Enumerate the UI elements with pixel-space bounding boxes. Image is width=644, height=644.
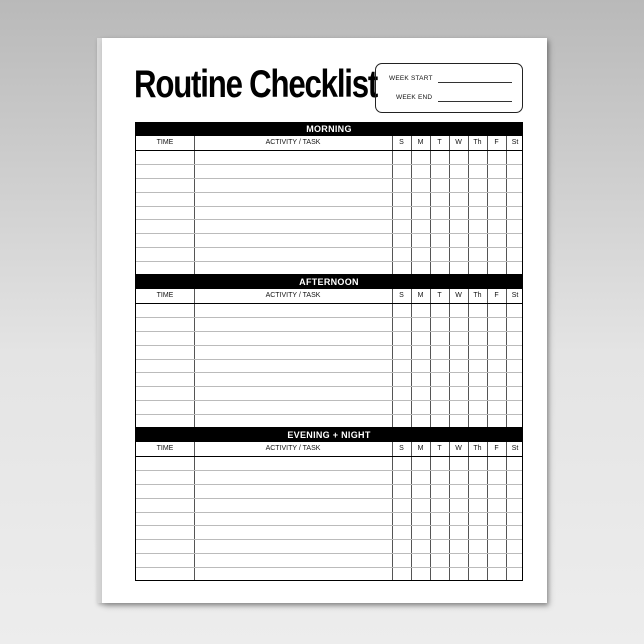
column-header-day: T xyxy=(437,139,442,146)
task-cell[interactable] xyxy=(194,512,392,526)
day-checkbox-cell[interactable] xyxy=(449,525,468,539)
time-cell[interactable] xyxy=(136,331,194,345)
day-checkbox-cell[interactable] xyxy=(411,233,430,247)
day-checkbox-cell[interactable] xyxy=(449,470,468,484)
day-checkbox-cell[interactable] xyxy=(392,331,411,345)
time-cell[interactable] xyxy=(136,345,194,359)
day-checkbox-cell[interactable] xyxy=(449,345,468,359)
task-cell[interactable] xyxy=(194,484,392,498)
week-end-row xyxy=(376,93,524,105)
day-checkbox-cell[interactable] xyxy=(392,345,411,359)
day-checkbox-cell[interactable] xyxy=(411,261,430,275)
column-header-day: F xyxy=(494,139,499,146)
week-start-label: WEEK START xyxy=(389,75,433,82)
day-checkbox-cell[interactable] xyxy=(411,247,430,261)
day-checkbox-cell[interactable] xyxy=(468,470,487,484)
day-checkbox-cell[interactable] xyxy=(449,567,468,581)
time-cell[interactable] xyxy=(136,164,194,178)
day-checkbox-cell[interactable] xyxy=(468,331,487,345)
day-checkbox-cell[interactable] xyxy=(449,206,468,220)
time-cell[interactable] xyxy=(136,553,194,567)
day-checkbox-cell[interactable] xyxy=(392,219,411,233)
day-checkbox-cell[interactable] xyxy=(487,233,506,247)
section-header: EVENING + NIGHT xyxy=(135,428,523,442)
column-header-day: F xyxy=(494,445,499,452)
day-checkbox-cell[interactable] xyxy=(392,386,411,400)
checklist-grid xyxy=(135,289,523,428)
day-checkbox-cell[interactable] xyxy=(392,567,411,581)
column-header-day: Th xyxy=(473,445,482,452)
day-checkbox-cell[interactable] xyxy=(411,498,430,512)
day-checkbox-cell[interactable] xyxy=(430,470,449,484)
day-checkbox-cell[interactable] xyxy=(506,164,524,178)
day-checkbox-cell[interactable] xyxy=(506,470,524,484)
day-checkbox-cell[interactable] xyxy=(430,164,449,178)
day-checkbox-cell[interactable] xyxy=(392,317,411,331)
day-checkbox-cell[interactable] xyxy=(392,303,411,317)
day-checkbox-cell[interactable] xyxy=(506,400,524,414)
day-checkbox-cell[interactable] xyxy=(392,414,411,428)
column-header-day: W xyxy=(455,139,462,146)
day-checkbox-cell[interactable] xyxy=(411,456,430,470)
day-checkbox-cell[interactable] xyxy=(430,484,449,498)
time-cell[interactable] xyxy=(136,400,194,414)
day-checkbox-cell[interactable] xyxy=(430,261,449,275)
task-cell[interactable] xyxy=(194,331,392,345)
day-checkbox-cell[interactable] xyxy=(411,539,430,553)
day-checkbox-cell[interactable] xyxy=(430,567,449,581)
day-checkbox-cell[interactable] xyxy=(449,219,468,233)
day-checkbox-cell[interactable] xyxy=(468,233,487,247)
day-checkbox-cell[interactable] xyxy=(506,178,524,192)
day-checkbox-cell[interactable] xyxy=(468,414,487,428)
day-checkbox-cell[interactable] xyxy=(392,206,411,220)
day-checkbox-cell[interactable] xyxy=(468,498,487,512)
day-checkbox-cell[interactable] xyxy=(468,219,487,233)
day-checkbox-cell[interactable] xyxy=(430,456,449,470)
day-checkbox-cell[interactable] xyxy=(449,317,468,331)
day-checkbox-cell[interactable] xyxy=(392,484,411,498)
day-checkbox-cell[interactable] xyxy=(506,206,524,220)
column-header-day: S xyxy=(399,292,404,299)
day-checkbox-cell[interactable] xyxy=(449,164,468,178)
day-checkbox-cell[interactable] xyxy=(392,233,411,247)
day-checkbox-cell[interactable] xyxy=(392,525,411,539)
column-header-day: Th xyxy=(473,139,482,146)
day-checkbox-cell[interactable] xyxy=(506,192,524,206)
day-checkbox-cell[interactable] xyxy=(430,372,449,386)
day-checkbox-cell[interactable] xyxy=(449,261,468,275)
day-checkbox-cell[interactable] xyxy=(411,219,430,233)
day-checkbox-cell[interactable] xyxy=(411,484,430,498)
day-checkbox-cell[interactable] xyxy=(506,345,524,359)
checklist-grid xyxy=(135,442,523,581)
time-cell[interactable] xyxy=(136,359,194,373)
column-header-day: S xyxy=(399,139,404,146)
time-cell[interactable] xyxy=(136,317,194,331)
day-checkbox-cell[interactable] xyxy=(468,553,487,567)
day-checkbox-cell[interactable] xyxy=(487,553,506,567)
day-checkbox-cell[interactable] xyxy=(411,414,430,428)
page-title: Routine Checklist xyxy=(134,63,378,106)
day-checkbox-cell[interactable] xyxy=(506,359,524,373)
day-checkbox-cell[interactable] xyxy=(449,178,468,192)
day-checkbox-cell[interactable] xyxy=(449,192,468,206)
checklist-page xyxy=(102,38,547,603)
day-checkbox-cell[interactable] xyxy=(487,359,506,373)
week-start-field[interactable] xyxy=(438,82,512,83)
day-checkbox-cell[interactable] xyxy=(468,192,487,206)
day-checkbox-cell[interactable] xyxy=(468,303,487,317)
column-header-day: F xyxy=(494,292,499,299)
task-cell[interactable] xyxy=(194,261,392,275)
day-checkbox-cell[interactable] xyxy=(449,386,468,400)
day-checkbox-cell[interactable] xyxy=(411,359,430,373)
day-checkbox-cell[interactable] xyxy=(449,359,468,373)
day-checkbox-cell[interactable] xyxy=(487,247,506,261)
day-checkbox-cell[interactable] xyxy=(487,261,506,275)
column-header-day: St xyxy=(511,139,519,146)
task-cell[interactable] xyxy=(194,219,392,233)
checklist-grid xyxy=(135,136,523,275)
time-cell[interactable] xyxy=(136,525,194,539)
day-checkbox-cell[interactable] xyxy=(468,247,487,261)
day-checkbox-cell[interactable] xyxy=(487,164,506,178)
task-cell[interactable] xyxy=(194,178,392,192)
day-checkbox-cell[interactable] xyxy=(468,261,487,275)
day-checkbox-cell[interactable] xyxy=(430,525,449,539)
day-checkbox-cell[interactable] xyxy=(487,206,506,220)
day-checkbox-cell[interactable] xyxy=(411,525,430,539)
day-checkbox-cell[interactable] xyxy=(487,345,506,359)
time-cell[interactable] xyxy=(136,247,194,261)
task-cell[interactable] xyxy=(194,345,392,359)
day-checkbox-cell[interactable] xyxy=(487,331,506,345)
time-cell[interactable] xyxy=(136,484,194,498)
day-checkbox-cell[interactable] xyxy=(430,331,449,345)
day-checkbox-cell[interactable] xyxy=(411,470,430,484)
day-checkbox-cell[interactable] xyxy=(430,359,449,373)
day-checkbox-cell[interactable] xyxy=(506,414,524,428)
day-checkbox-cell[interactable] xyxy=(449,400,468,414)
week-end-field[interactable] xyxy=(438,101,512,102)
day-checkbox-cell[interactable] xyxy=(487,470,506,484)
day-checkbox-cell[interactable] xyxy=(411,150,430,164)
day-checkbox-cell[interactable] xyxy=(468,150,487,164)
day-checkbox-cell[interactable] xyxy=(487,219,506,233)
day-checkbox-cell[interactable] xyxy=(468,359,487,373)
time-cell[interactable] xyxy=(136,303,194,317)
day-checkbox-cell[interactable] xyxy=(449,456,468,470)
day-checkbox-cell[interactable] xyxy=(411,192,430,206)
day-checkbox-cell[interactable] xyxy=(487,567,506,581)
day-checkbox-cell[interactable] xyxy=(411,512,430,526)
day-checkbox-cell[interactable] xyxy=(430,303,449,317)
section-evening-night xyxy=(135,428,523,581)
day-checkbox-cell[interactable] xyxy=(392,359,411,373)
day-checkbox-cell[interactable] xyxy=(411,372,430,386)
day-checkbox-cell[interactable] xyxy=(392,150,411,164)
task-cell[interactable] xyxy=(194,386,392,400)
day-checkbox-cell[interactable] xyxy=(411,331,430,345)
day-checkbox-cell[interactable] xyxy=(506,261,524,275)
day-checkbox-cell[interactable] xyxy=(487,525,506,539)
day-checkbox-cell[interactable] xyxy=(468,567,487,581)
day-checkbox-cell[interactable] xyxy=(392,498,411,512)
time-cell[interactable] xyxy=(136,498,194,512)
task-cell[interactable] xyxy=(194,233,392,247)
column-header-day: St xyxy=(511,292,519,299)
day-checkbox-cell[interactable] xyxy=(506,553,524,567)
day-checkbox-cell[interactable] xyxy=(430,386,449,400)
day-checkbox-cell[interactable] xyxy=(449,331,468,345)
column-header-day: T xyxy=(437,292,442,299)
day-checkbox-cell[interactable] xyxy=(487,192,506,206)
task-cell[interactable] xyxy=(194,150,392,164)
column-header-day: W xyxy=(455,445,462,452)
day-checkbox-cell[interactable] xyxy=(430,345,449,359)
column-header-task: ACTIVITY / TASK xyxy=(265,445,321,452)
section-header: AFTERNOON xyxy=(135,275,523,289)
day-checkbox-cell[interactable] xyxy=(411,303,430,317)
time-cell[interactable] xyxy=(136,470,194,484)
task-cell[interactable] xyxy=(194,192,392,206)
day-checkbox-cell[interactable] xyxy=(411,164,430,178)
day-checkbox-cell[interactable] xyxy=(487,400,506,414)
day-checkbox-cell[interactable] xyxy=(411,386,430,400)
day-checkbox-cell[interactable] xyxy=(449,512,468,526)
column-header-time: TIME xyxy=(156,445,174,452)
day-checkbox-cell[interactable] xyxy=(392,372,411,386)
day-checkbox-cell[interactable] xyxy=(468,178,487,192)
section-afternoon xyxy=(135,275,523,428)
day-checkbox-cell[interactable] xyxy=(506,317,524,331)
week-end-label: WEEK END xyxy=(396,94,433,101)
day-checkbox-cell[interactable] xyxy=(430,512,449,526)
day-checkbox-cell[interactable] xyxy=(468,539,487,553)
day-checkbox-cell[interactable] xyxy=(506,233,524,247)
day-checkbox-cell[interactable] xyxy=(392,512,411,526)
column-header-day: T xyxy=(437,445,442,452)
day-checkbox-cell[interactable] xyxy=(411,317,430,331)
column-header-task: ACTIVITY / TASK xyxy=(265,139,321,146)
day-checkbox-cell[interactable] xyxy=(487,456,506,470)
day-checkbox-cell[interactable] xyxy=(487,386,506,400)
time-cell[interactable] xyxy=(136,372,194,386)
day-checkbox-cell[interactable] xyxy=(430,150,449,164)
time-cell[interactable] xyxy=(136,206,194,220)
task-cell[interactable] xyxy=(194,317,392,331)
day-checkbox-cell[interactable] xyxy=(449,539,468,553)
day-checkbox-cell[interactable] xyxy=(487,178,506,192)
day-checkbox-cell[interactable] xyxy=(468,484,487,498)
day-checkbox-cell[interactable] xyxy=(506,219,524,233)
day-checkbox-cell[interactable] xyxy=(468,206,487,220)
day-checkbox-cell[interactable] xyxy=(506,150,524,164)
day-checkbox-cell[interactable] xyxy=(411,178,430,192)
day-checkbox-cell[interactable] xyxy=(392,164,411,178)
task-cell[interactable] xyxy=(194,567,392,581)
day-checkbox-cell[interactable] xyxy=(487,484,506,498)
column-header-day: M xyxy=(417,292,424,299)
day-checkbox-cell[interactable] xyxy=(506,386,524,400)
time-cell[interactable] xyxy=(136,456,194,470)
day-checkbox-cell[interactable] xyxy=(430,247,449,261)
task-cell[interactable] xyxy=(194,372,392,386)
time-cell[interactable] xyxy=(136,512,194,526)
day-checkbox-cell[interactable] xyxy=(430,178,449,192)
day-checkbox-cell[interactable] xyxy=(468,525,487,539)
time-cell[interactable] xyxy=(136,261,194,275)
day-checkbox-cell[interactable] xyxy=(506,456,524,470)
task-cell[interactable] xyxy=(194,247,392,261)
task-cell[interactable] xyxy=(194,400,392,414)
day-checkbox-cell[interactable] xyxy=(468,512,487,526)
day-checkbox-cell[interactable] xyxy=(487,150,506,164)
day-checkbox-cell[interactable] xyxy=(411,400,430,414)
task-cell[interactable] xyxy=(194,470,392,484)
day-checkbox-cell[interactable] xyxy=(468,317,487,331)
day-checkbox-cell[interactable] xyxy=(449,553,468,567)
column-header-task: ACTIVITY / TASK xyxy=(265,292,321,299)
day-checkbox-cell[interactable] xyxy=(449,247,468,261)
column-header-time: TIME xyxy=(156,292,174,299)
day-checkbox-cell[interactable] xyxy=(468,456,487,470)
week-start-row xyxy=(376,74,524,86)
day-checkbox-cell[interactable] xyxy=(506,303,524,317)
day-checkbox-cell[interactable] xyxy=(487,512,506,526)
day-checkbox-cell[interactable] xyxy=(487,414,506,428)
day-checkbox-cell[interactable] xyxy=(449,372,468,386)
day-checkbox-cell[interactable] xyxy=(392,470,411,484)
day-checkbox-cell[interactable] xyxy=(506,498,524,512)
column-header-day: S xyxy=(399,445,404,452)
day-checkbox-cell[interactable] xyxy=(468,345,487,359)
day-checkbox-cell[interactable] xyxy=(430,317,449,331)
day-checkbox-cell[interactable] xyxy=(487,539,506,553)
time-cell[interactable] xyxy=(136,539,194,553)
task-cell[interactable] xyxy=(194,164,392,178)
day-checkbox-cell[interactable] xyxy=(392,400,411,414)
column-header-day: W xyxy=(455,292,462,299)
day-checkbox-cell[interactable] xyxy=(449,303,468,317)
day-checkbox-cell[interactable] xyxy=(392,456,411,470)
day-checkbox-cell[interactable] xyxy=(430,233,449,247)
day-checkbox-cell[interactable] xyxy=(411,567,430,581)
day-checkbox-cell[interactable] xyxy=(392,178,411,192)
day-checkbox-cell[interactable] xyxy=(392,192,411,206)
time-cell[interactable] xyxy=(136,414,194,428)
column-header-day: M xyxy=(417,445,424,452)
time-cell[interactable] xyxy=(136,233,194,247)
section-morning xyxy=(135,122,523,275)
task-cell[interactable] xyxy=(194,456,392,470)
task-cell[interactable] xyxy=(194,303,392,317)
day-checkbox-cell[interactable] xyxy=(449,498,468,512)
day-checkbox-cell[interactable] xyxy=(430,553,449,567)
section-header: MORNING xyxy=(135,122,523,136)
task-cell[interactable] xyxy=(194,539,392,553)
day-checkbox-cell[interactable] xyxy=(468,386,487,400)
day-checkbox-cell[interactable] xyxy=(449,150,468,164)
time-cell[interactable] xyxy=(136,567,194,581)
day-checkbox-cell[interactable] xyxy=(506,247,524,261)
day-checkbox-cell[interactable] xyxy=(430,192,449,206)
task-cell[interactable] xyxy=(194,206,392,220)
column-header-time: TIME xyxy=(156,139,174,146)
day-checkbox-cell[interactable] xyxy=(411,553,430,567)
day-checkbox-cell[interactable] xyxy=(506,484,524,498)
day-checkbox-cell[interactable] xyxy=(506,539,524,553)
time-cell[interactable] xyxy=(136,178,194,192)
day-checkbox-cell[interactable] xyxy=(487,498,506,512)
day-checkbox-cell[interactable] xyxy=(449,484,468,498)
time-cell[interactable] xyxy=(136,150,194,164)
day-checkbox-cell[interactable] xyxy=(411,206,430,220)
day-checkbox-cell[interactable] xyxy=(392,539,411,553)
day-checkbox-cell[interactable] xyxy=(468,372,487,386)
day-checkbox-cell[interactable] xyxy=(430,219,449,233)
day-checkbox-cell[interactable] xyxy=(468,400,487,414)
day-checkbox-cell[interactable] xyxy=(392,247,411,261)
day-checkbox-cell[interactable] xyxy=(449,233,468,247)
time-cell[interactable] xyxy=(136,386,194,400)
task-cell[interactable] xyxy=(194,498,392,512)
day-checkbox-cell[interactable] xyxy=(487,372,506,386)
day-checkbox-cell[interactable] xyxy=(430,498,449,512)
task-cell[interactable] xyxy=(194,414,392,428)
column-header-day: St xyxy=(511,445,519,452)
day-checkbox-cell[interactable] xyxy=(468,164,487,178)
day-checkbox-cell[interactable] xyxy=(392,261,411,275)
day-checkbox-cell[interactable] xyxy=(392,553,411,567)
day-checkbox-cell[interactable] xyxy=(506,512,524,526)
day-checkbox-cell[interactable] xyxy=(506,525,524,539)
day-checkbox-cell[interactable] xyxy=(430,206,449,220)
day-checkbox-cell[interactable] xyxy=(411,345,430,359)
day-checkbox-cell[interactable] xyxy=(430,400,449,414)
task-cell[interactable] xyxy=(194,359,392,373)
day-checkbox-cell[interactable] xyxy=(506,567,524,581)
day-checkbox-cell[interactable] xyxy=(430,539,449,553)
day-checkbox-cell[interactable] xyxy=(487,303,506,317)
column-header-day: Th xyxy=(473,292,482,299)
day-checkbox-cell[interactable] xyxy=(430,414,449,428)
day-checkbox-cell[interactable] xyxy=(449,414,468,428)
time-cell[interactable] xyxy=(136,219,194,233)
day-checkbox-cell[interactable] xyxy=(506,331,524,345)
column-header-day: M xyxy=(417,139,424,146)
week-box xyxy=(375,63,523,113)
day-checkbox-cell[interactable] xyxy=(506,372,524,386)
task-cell[interactable] xyxy=(194,553,392,567)
day-checkbox-cell[interactable] xyxy=(487,317,506,331)
task-cell[interactable] xyxy=(194,525,392,539)
time-cell[interactable] xyxy=(136,192,194,206)
